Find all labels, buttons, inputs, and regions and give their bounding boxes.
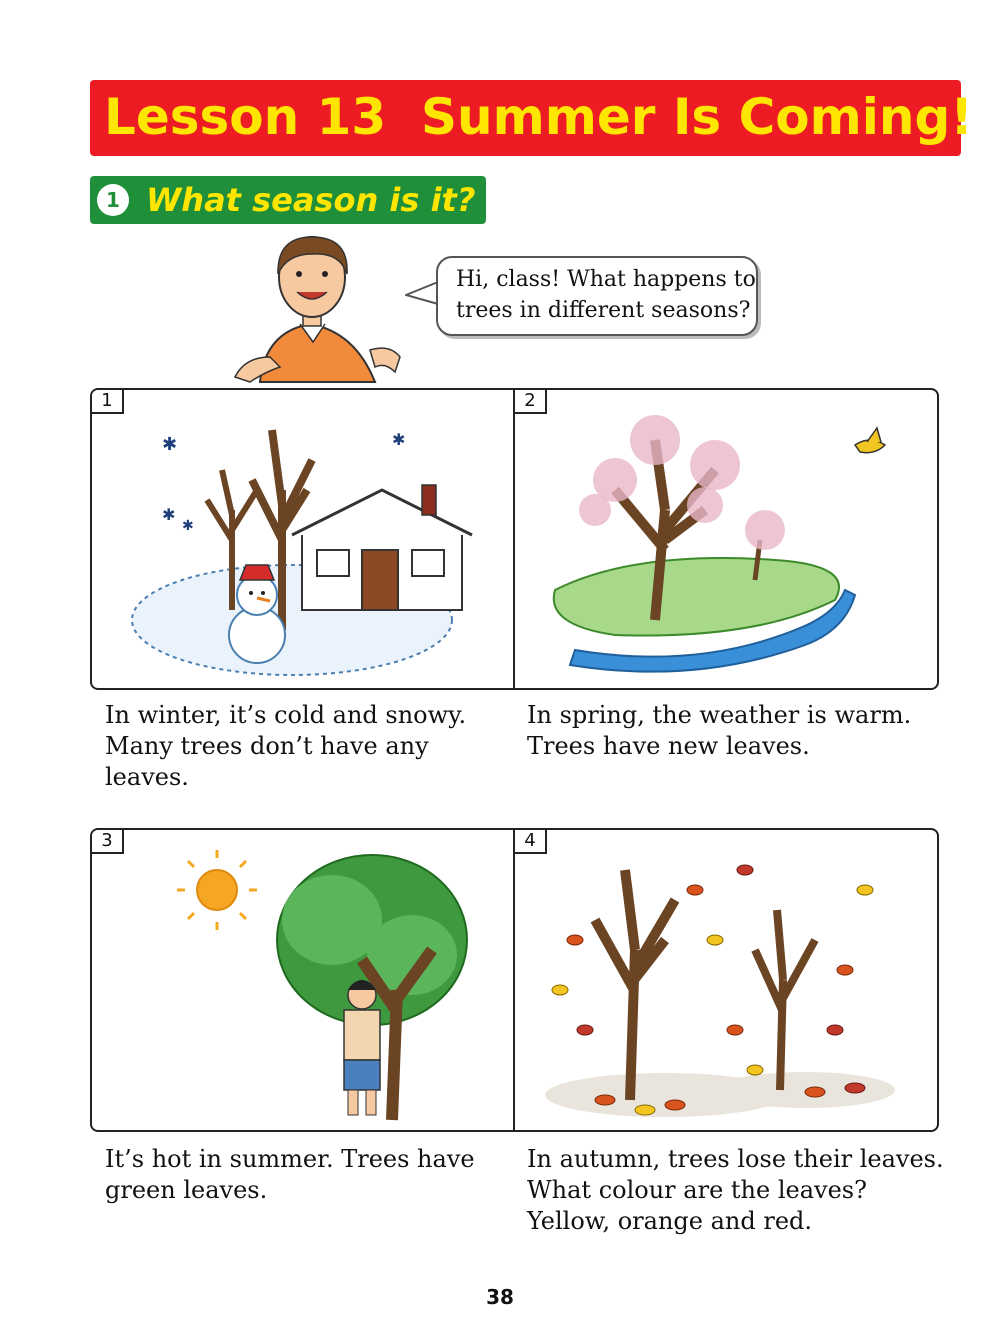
autumn-scene-icon <box>515 830 935 1130</box>
lesson-title: Lesson 13 Summer Is Coming! <box>104 88 974 146</box>
page-number: 38 <box>486 1285 514 1309</box>
caption-summer <box>105 1144 495 1206</box>
caption-line: In autumn, trees lose their leaves. <box>527 1145 944 1173</box>
panel-number: 1 <box>92 390 124 414</box>
svg-text:✱: ✱ <box>182 518 194 534</box>
panel-autumn <box>515 830 935 1130</box>
caption-line: leaves. <box>105 763 189 791</box>
panel-number: 4 <box>515 830 547 854</box>
caption-line: green leaves. <box>105 1176 268 1204</box>
winter-scene-icon <box>92 390 513 688</box>
caption-spring <box>527 700 917 762</box>
speech-bubble-tail-icon <box>405 280 439 310</box>
spring-scene-icon <box>515 390 935 688</box>
section-heading-bar <box>90 176 486 224</box>
svg-text:✱: ✱ <box>162 505 176 524</box>
panel-row-bottom <box>90 828 939 1132</box>
caption-line: In winter, it’s cold and snowy. <box>105 701 467 729</box>
panel-row-top <box>90 388 939 690</box>
caption-line: It’s hot in summer. Trees have <box>105 1145 475 1173</box>
panel-summer <box>92 830 515 1130</box>
section-heading: What season is it? <box>146 181 476 219</box>
panel-winter <box>92 390 515 688</box>
caption-line: Many trees don’t have any <box>105 732 429 760</box>
caption-autumn <box>527 1144 944 1237</box>
panel-number: 2 <box>515 390 547 414</box>
teacher-illustration-icon <box>225 232 405 387</box>
caption-winter <box>105 700 495 793</box>
caption-line: In spring, the weather is warm. <box>527 701 912 729</box>
svg-text:✱: ✱ <box>162 434 178 455</box>
speech-bubble-text <box>456 264 756 326</box>
svg-text:✱: ✱ <box>392 430 406 449</box>
panel-number: 3 <box>92 830 124 854</box>
panel-spring <box>515 390 935 688</box>
speech-bubble-line: trees in different seasons? <box>456 298 751 323</box>
summer-scene-icon <box>92 830 513 1130</box>
caption-line: Trees have new leaves. <box>527 732 810 760</box>
caption-line: Yellow, orange and red. <box>527 1207 813 1235</box>
lesson-title-bar <box>90 80 974 156</box>
speech-bubble-line: Hi, class! What happens to <box>456 267 756 292</box>
speech-bubble <box>436 256 758 336</box>
caption-line: What colour are the leaves? <box>527 1176 867 1204</box>
section-number-badge: 1 <box>97 184 129 216</box>
